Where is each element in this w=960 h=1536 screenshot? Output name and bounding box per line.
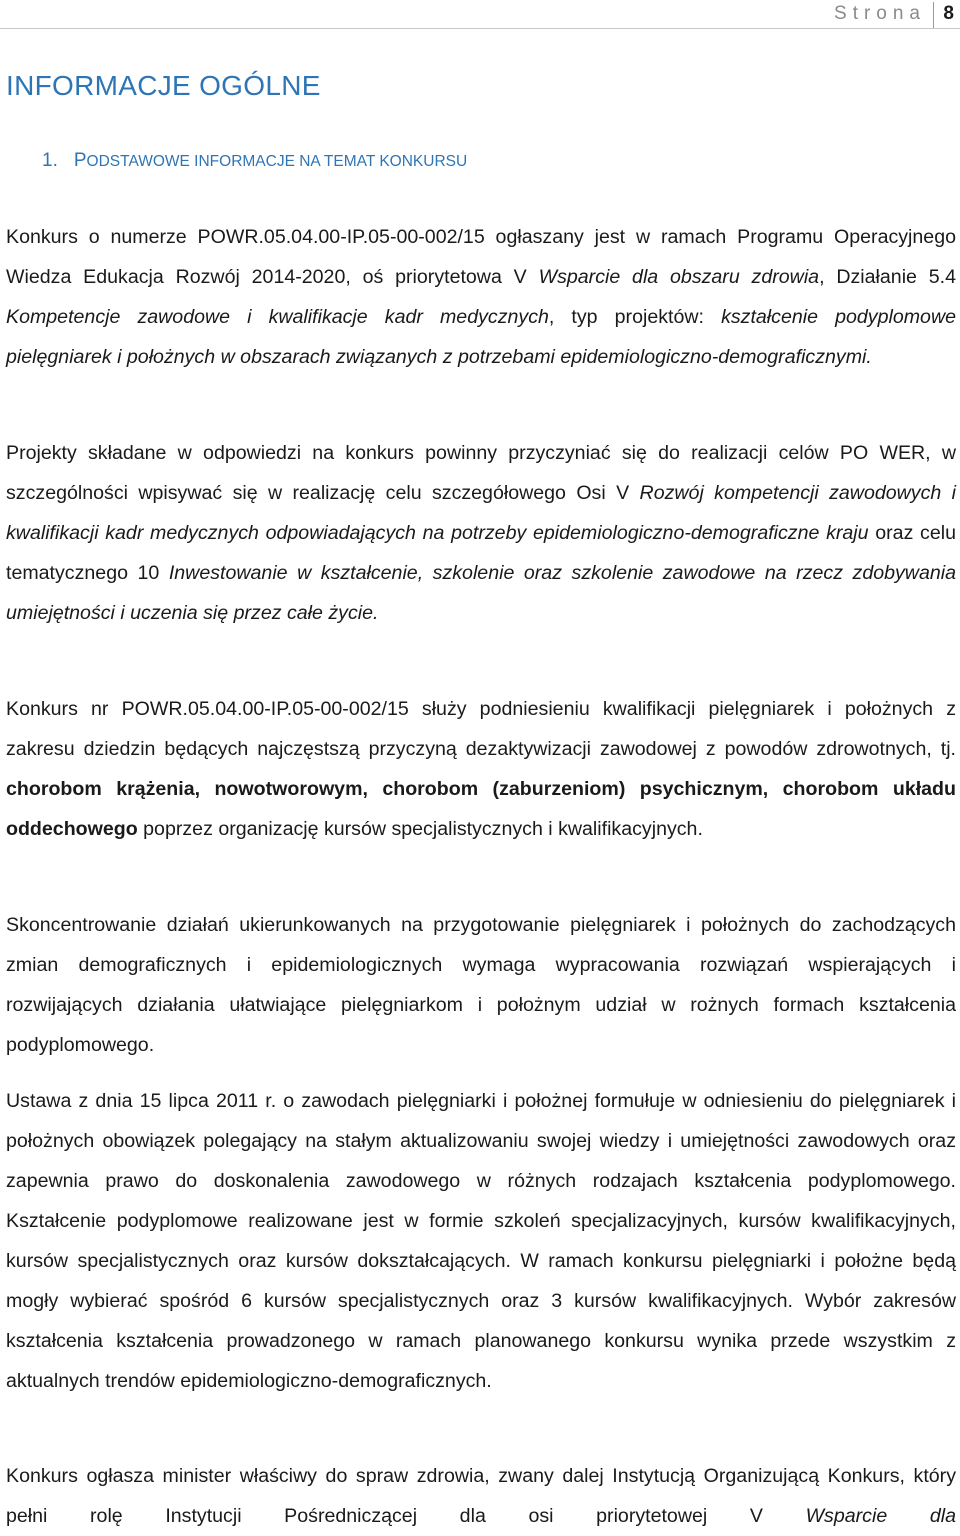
paragraph-2 bbox=[6, 433, 956, 633]
text-run: , typ projektów: bbox=[548, 306, 722, 328]
italic-run: Kompetencje zawodowe i kwalifikacje kadr medycznych bbox=[6, 306, 549, 328]
italic-run: Wsparcie dla bbox=[805, 1505, 956, 1527]
text-run: , Działanie 5.4 bbox=[819, 266, 956, 288]
page-label: Strona bbox=[834, 3, 926, 24]
section-heading bbox=[42, 150, 467, 172]
italic-run: Rozwój kompetencji zawodowych i kwalifikacji kadr medycznych odpowiadających na potrzeby epidemiologiczno-demograficzne kraju bbox=[6, 482, 956, 544]
text-run: Konkurs ogłasza minister właściwy do spraw zdrowia, zwany dalej Instytucją Organizującą Konkurs, który pełni rolę Instytucji Pośredniczącej dla osi priorytetowej V bbox=[6, 1465, 956, 1527]
section-title-initial: P bbox=[73, 150, 87, 171]
text-run: Konkurs o numerze POWR.05.04.00-IP.05-00-002/15 ogłaszany jest w ramach Programu Operacyjnego Wiedza Edukacja Rozwój 2014-2020, oś priorytetowa V bbox=[6, 226, 956, 288]
text-run: Projekty składane w odpowiedzi na konkurs powinny przyczyniać się do realizacji celów PO WER, w szczególności wpisywać się w realizację celu szczegółowego Osi V bbox=[6, 442, 956, 504]
header-divider bbox=[933, 2, 934, 28]
paragraph-5 bbox=[6, 1081, 956, 1401]
paragraph-text: Ustawa z dnia 15 lipca 2011 r. o zawodach pielęgniarki i położnej formułuje w odniesieniu do pielęgniarek i położnych obowiązek polegający na stałym aktualizowaniu swojej wiedzy i umiejętności zawodowych oraz zapewnia prawo do doskonalenia zawodowego w różnych rodzajach kształcenia podyplomowego. Kształcenie podyplomowe realizowane jest w formie szkoleń specjalizacyjnych, kursów kwalifikacyjnych, kursów specjalistycznych oraz kursów dokształcających. W ramach konkursu pielęgniarki i położne będą mogły wybierać spośród 6 kursów specjalistycznych oraz 3 kursów kwalifikacyjnych. Wybór zakresów kształcenia kształcenia prowadzonego w ramach planowanego konkursu wynika przede wszystkim z aktualnych trendów epidemiologiczno-demograficznych. bbox=[6, 1090, 956, 1392]
section-title-rest: ODSTAWOWE INFORMACJE NA TEMAT KONKURSU bbox=[86, 153, 468, 170]
text-run: oraz celu tematycznego 10 bbox=[6, 522, 956, 584]
page-title: INFORMACJE OGÓLNE bbox=[6, 70, 321, 101]
page-number: 8 bbox=[943, 3, 954, 24]
italic-run: Inwestowanie w kształcenie, szkolenie oraz szkolenie zawodowe na rzecz zdobywania umiejętności i uczenia się przez całe życie. bbox=[6, 562, 956, 624]
bold-run: chorobom krążenia, nowotworowym, chorobom (zaburzeniom) psychicznym, chorobom układu oddechowego bbox=[6, 778, 956, 840]
paragraph-6 bbox=[6, 1456, 956, 1536]
paragraph-text: Skoncentrowanie działań ukierunkowanych na przygotowanie pielęgniarek i położnych do zachodzących zmian demograficznych i epidemiologicznych wymaga wypracowania rozwiązań wspierających i rozwijających działania ułatwiające pielęgniarkom i położnym udział w rożnych formach kształcenia podyplomowego. bbox=[6, 914, 956, 1056]
paragraph-1 bbox=[6, 217, 956, 377]
text-run: Konkurs nr POWR.05.04.00-IP.05-00-002/15 służy podniesieniu kwalifikacji pielęgniarek i położnych z zakresu dziedzin będących najczęstszą przyczyną dezaktywizacji zawodowej z powodów zdrowotnych, tj. bbox=[6, 698, 956, 760]
paragraph-4 bbox=[6, 905, 956, 1065]
section-number: 1. bbox=[42, 150, 58, 171]
text-run: poprzez organizację kursów specjalistycznych i kwalifikacyjnych. bbox=[137, 818, 703, 840]
italic-run: kształcenie podyplomowe pielęgniarek i położnych w obszarach związanych z potrzebami epidemiologiczno-demograficznymi. bbox=[6, 306, 957, 368]
italic-run: Wsparcie dla obszaru zdrowia bbox=[538, 266, 820, 288]
paragraph-3 bbox=[6, 689, 956, 849]
page-header bbox=[0, 2, 960, 29]
